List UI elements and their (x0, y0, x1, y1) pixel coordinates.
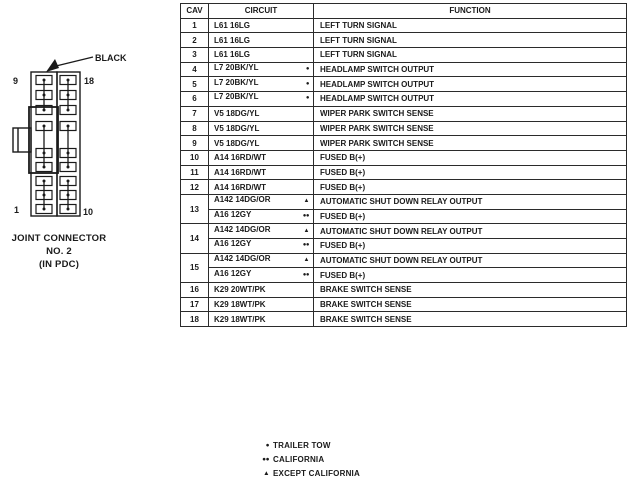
circuit-cell (209, 18, 314, 33)
black-label: BLACK (95, 53, 127, 63)
circuit-code: A14 16RD/WT (214, 182, 267, 192)
table-row (181, 312, 627, 327)
table-row (181, 62, 627, 77)
table-row (181, 92, 627, 107)
circuit-cell (209, 239, 314, 254)
table-row (181, 253, 627, 268)
circuit-code: A16 12GY (214, 209, 252, 219)
legend-label: EXCEPT CALIFORNIA (273, 468, 360, 478)
table-row (181, 268, 627, 283)
function-cell: FUSED B(+) (314, 239, 627, 254)
function-cell: FUSED B(+) (314, 268, 627, 283)
circuit-cell (209, 224, 314, 239)
table-row (181, 33, 627, 48)
circuit-cell (209, 62, 314, 77)
cav-cell: 10 (181, 150, 209, 165)
caption-line-1: JOINT CONNECTOR (11, 233, 107, 244)
circuit-symbol: ● (305, 80, 309, 87)
cav-cell: 11 (181, 165, 209, 180)
circuit-code: A142 14DG/OR (214, 195, 271, 205)
function-cell: FUSED B(+) (314, 150, 627, 165)
circuit-code: L7 20BK/YL (214, 92, 259, 102)
cav-cell: 15 (181, 253, 209, 282)
circuit-cell (209, 209, 314, 224)
table-row (181, 106, 627, 121)
table-row (181, 77, 627, 92)
black-callout-arrow (46, 57, 93, 72)
circuit-code: A142 14DG/OR (214, 224, 271, 234)
legend-item (243, 438, 360, 452)
circuit-code: L7 20BK/YL (214, 77, 259, 87)
circuit-code: A142 14DG/OR (214, 254, 271, 264)
footnote-legend (243, 438, 360, 480)
trailer-tow-dot-icon: ● (265, 441, 269, 449)
circuit-symbol: ●● (302, 212, 309, 219)
legend-label: CALIFORNIA (273, 454, 325, 464)
function-cell: BRAKE SWITCH SENSE (314, 312, 627, 327)
cav-cell: 9 (181, 136, 209, 151)
terminal-cavities (36, 76, 76, 214)
cav-cell: 8 (181, 121, 209, 136)
function-cell: AUTOMATIC SHUT DOWN RELAY OUTPUT (314, 224, 627, 239)
cav-cell: 7 (181, 106, 209, 121)
cav-cell: 17 (181, 297, 209, 312)
circuit-cell (209, 106, 314, 121)
function-cell: FUSED B(+) (314, 180, 627, 195)
circuit-code: V5 18DG/YL (214, 123, 260, 133)
circuit-code: L61 16LG (214, 35, 251, 45)
table-row (181, 209, 627, 224)
cav-cell: 3 (181, 48, 209, 63)
circuit-cell (209, 253, 314, 268)
circuit-code: K29 18WT/PK (214, 300, 266, 310)
function-cell: BRAKE SWITCH SENSE (314, 297, 627, 312)
circuit-code: V5 18DG/YL (214, 138, 260, 148)
cav-cell: 4 (181, 62, 209, 77)
function-cell: WIPER PARK SWITCH SENSE (314, 121, 627, 136)
circuit-code: L61 16LG (214, 50, 251, 60)
caption-line-2: NO. 2 (46, 246, 72, 257)
table-row (181, 18, 627, 33)
pin-label-1: 1 (14, 205, 20, 215)
function-cell: LEFT TURN SIGNAL (314, 48, 627, 63)
circuit-code: K29 18WT/PK (214, 314, 266, 324)
function-cell: BRAKE SWITCH SENSE (314, 283, 627, 298)
function-cell: LEFT TURN SIGNAL (314, 18, 627, 33)
circuit-code: A16 12GY (214, 239, 252, 249)
except-california-triangle-icon: ▲ (263, 469, 269, 477)
circuit-cell (209, 312, 314, 327)
circuit-cell (209, 92, 314, 107)
header-cav: CAV (181, 4, 209, 19)
circuit-cell (209, 33, 314, 48)
legend-label: TRAILER TOW (273, 440, 331, 450)
circuit-cell (209, 297, 314, 312)
table-row (181, 180, 627, 195)
cav-cell: 1 (181, 18, 209, 33)
connector-housing (13, 72, 80, 216)
circuit-symbol: ▲ (303, 257, 309, 264)
circuit-code: V5 18DG/YL (214, 109, 260, 119)
header-circuit: CIRCUIT (209, 4, 314, 19)
circuit-code: K29 20WT/PK (214, 285, 266, 295)
function-cell: AUTOMATIC SHUT DOWN RELAY OUTPUT (314, 253, 627, 268)
circuit-cell (209, 77, 314, 92)
legend-item (243, 466, 360, 480)
cav-cell: 6 (181, 92, 209, 107)
cav-cell: 5 (181, 77, 209, 92)
table-row (181, 136, 627, 151)
caption-line-3: (IN PDC) (38, 259, 80, 270)
table-row (181, 224, 627, 239)
table-row (181, 283, 627, 298)
table-row (181, 239, 627, 254)
circuit-symbol: ▲ (303, 227, 309, 234)
circuit-cell (209, 150, 314, 165)
circuit-symbol: ● (305, 66, 309, 73)
function-cell: WIPER PARK SWITCH SENSE (314, 106, 627, 121)
circuit-cell (209, 48, 314, 63)
circuit-cell (209, 136, 314, 151)
cav-cell: 13 (181, 194, 209, 223)
function-cell: LEFT TURN SIGNAL (314, 33, 627, 48)
pin-label-10: 10 (83, 207, 94, 217)
connector-caption (0, 232, 118, 271)
cav-cell: 18 (181, 312, 209, 327)
circuit-code: A14 16RD/WT (214, 167, 267, 177)
circuit-cell (209, 180, 314, 195)
function-cell: HEADLAMP SWITCH OUTPUT (314, 92, 627, 107)
circuit-code: A16 12GY (214, 268, 252, 278)
table-header-row (181, 4, 627, 19)
circuit-code: A14 16RD/WT (214, 153, 267, 163)
cav-cell: 12 (181, 180, 209, 195)
circuit-code: L61 16LG (214, 21, 251, 31)
table-row (181, 48, 627, 63)
circuit-symbol: ▲ (303, 198, 309, 205)
circuit-code: L7 20BK/YL (214, 63, 259, 73)
table-row (181, 297, 627, 312)
table-row (181, 194, 627, 209)
table-row (181, 121, 627, 136)
pinout-table (180, 3, 627, 327)
circuit-symbol: ● (305, 95, 309, 102)
cav-cell: 14 (181, 224, 209, 253)
circuit-symbol: ●● (302, 242, 309, 249)
table-row (181, 165, 627, 180)
circuit-cell (209, 165, 314, 180)
header-function: FUNCTION (314, 4, 627, 19)
function-cell: WIPER PARK SWITCH SENSE (314, 136, 627, 151)
pin-label-9: 9 (13, 76, 19, 86)
function-cell: FUSED B(+) (314, 209, 627, 224)
table-row (181, 150, 627, 165)
function-cell: AUTOMATIC SHUT DOWN RELAY OUTPUT (314, 194, 627, 209)
pin-label-18: 18 (84, 76, 95, 86)
function-cell: FUSED B(+) (314, 165, 627, 180)
circuit-cell (209, 283, 314, 298)
circuit-cell (209, 121, 314, 136)
circuit-cell (209, 194, 314, 209)
legend-item (243, 452, 360, 466)
function-cell: HEADLAMP SWITCH OUTPUT (314, 77, 627, 92)
function-cell: HEADLAMP SWITCH OUTPUT (314, 62, 627, 77)
cav-cell: 16 (181, 283, 209, 298)
cav-cell: 2 (181, 33, 209, 48)
circuit-symbol: ●● (302, 271, 309, 278)
california-dots-icon: ●● (262, 455, 269, 463)
circuit-cell (209, 268, 314, 283)
